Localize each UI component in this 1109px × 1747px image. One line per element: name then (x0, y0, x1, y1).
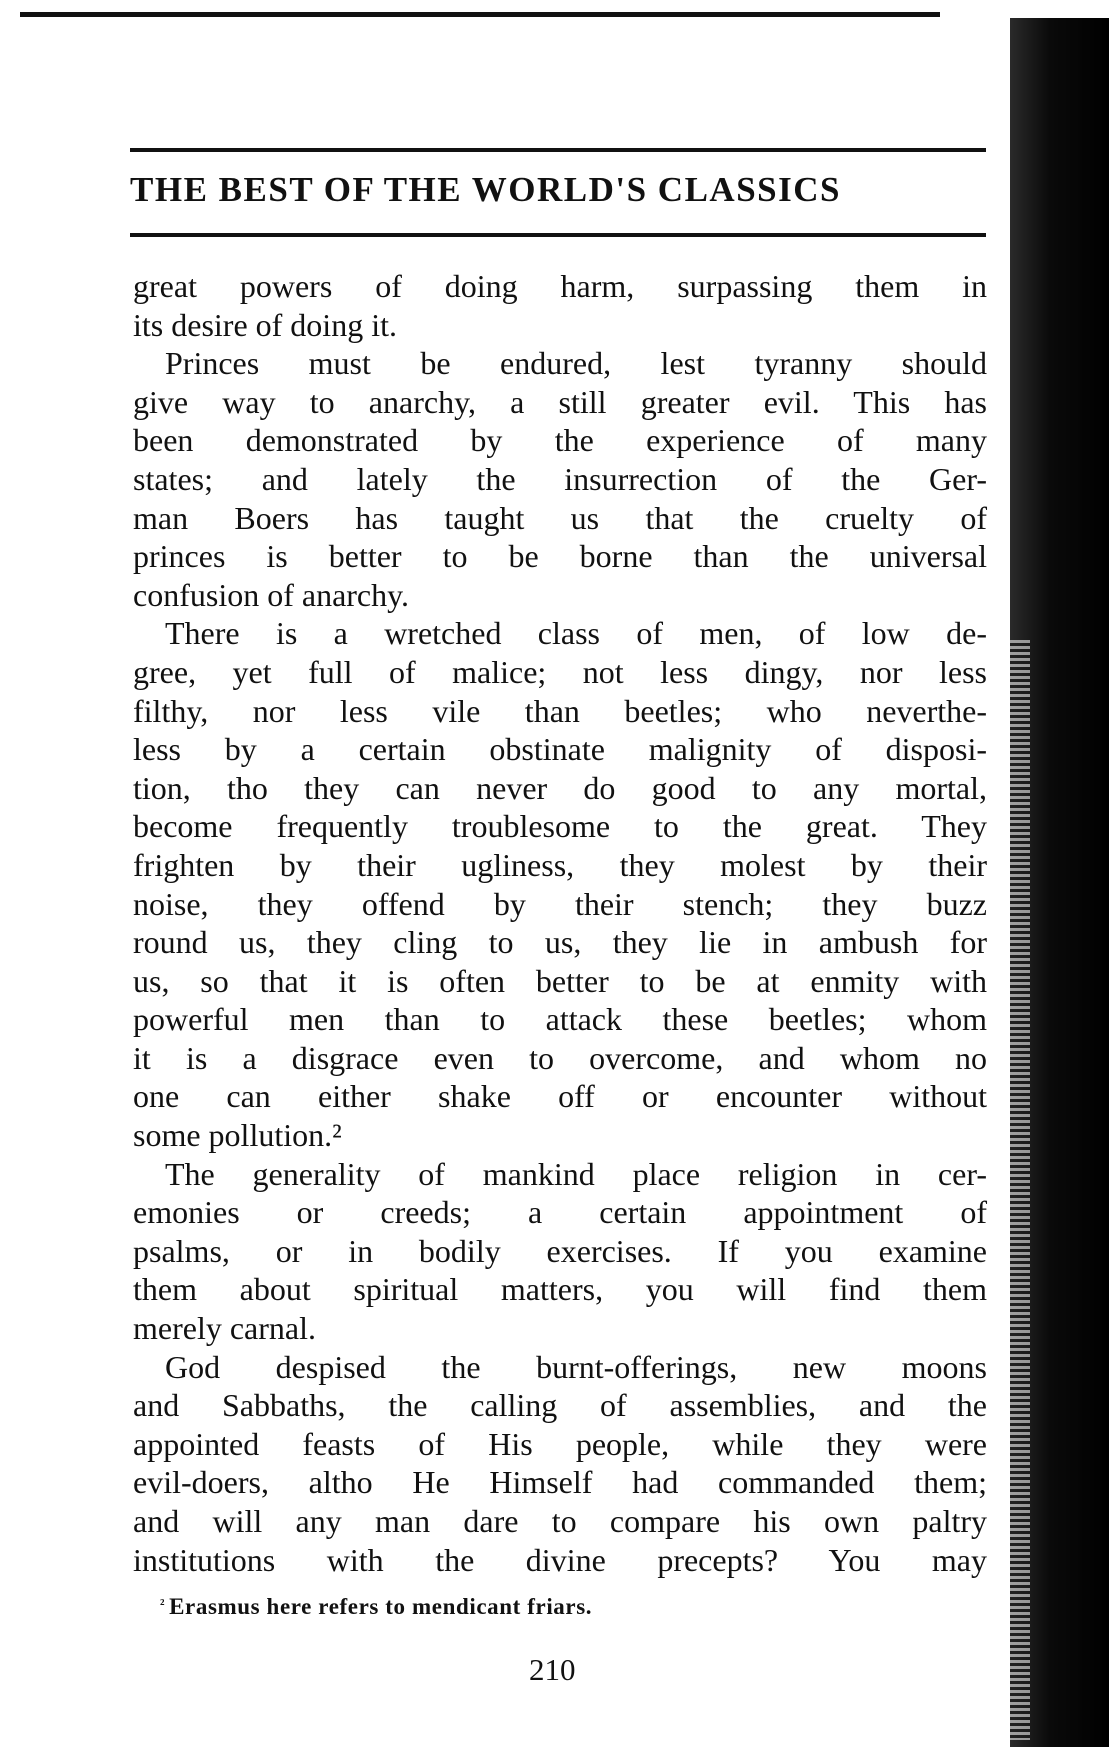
text-line: tion, tho they can never do good to any mortal, (133, 769, 987, 806)
text-line: its desire of doing it. (133, 306, 397, 343)
text-line: become frequently troublesome to the great. They (133, 808, 987, 845)
spine-ragged-edge (1010, 640, 1030, 1740)
page-number: 210 (529, 1652, 576, 1687)
text-line: some pollution.² (133, 1117, 342, 1154)
text-line: less by a certain obstinate malignity of disposi- (133, 731, 987, 768)
footnote-text: Erasmus here refers to mendicant friars. (169, 1594, 593, 1619)
text-line: God despised the burnt-offerings, new moons (165, 1348, 987, 1385)
text-line: it is a disgrace even to overcome, and whom no (133, 1039, 987, 1076)
text-line: us, so that it is often better to be at enmity with (133, 962, 987, 999)
text-line: and will any man dare to compare his own paltry (133, 1503, 987, 1539)
body-text (133, 267, 987, 1579)
text-line: merely carnal. (133, 1310, 316, 1347)
page-top-border (20, 12, 940, 17)
text-line: states; and lately the insurrection of the Ger- (133, 460, 987, 497)
text-line: There is a wretched class of men, of low de- (165, 615, 987, 652)
text-line: them about spiritual matters, you will find them (133, 1271, 987, 1308)
text-line: filthy, nor less vile than beetles; who neverthe- (133, 692, 987, 729)
text-line: psalms, or in bodily exercises. If you examine (133, 1232, 987, 1269)
text-line: noise, they offend by their stench; they buzz (133, 885, 987, 922)
text-line: and Sabbaths, the calling of assemblies, and the (133, 1387, 987, 1424)
text-line: gree, yet full of malice; not less dingy, nor less (133, 653, 987, 690)
text-line: evil-doers, altho He Himself had commanded them; (133, 1464, 987, 1501)
footnote (160, 1594, 592, 1620)
text-line: one can either shake off or encounter without (133, 1078, 987, 1115)
text-line: institutions with the divine precepts? You may (133, 1541, 987, 1578)
text-line: emonies or creeds; a certain appointment of (133, 1194, 987, 1231)
text-line: powerful men than to attack these beetles; whom (133, 1001, 987, 1038)
text-line: confusion of anarchy. (133, 576, 410, 613)
text-line: frighten by their ugliness, they molest by their (133, 846, 987, 883)
text-line: The generality of mankind place religion in cer- (165, 1155, 987, 1192)
text-line: great powers of doing harm, surpassing them in (133, 268, 987, 304)
text-line: appointed feasts of His people, while they were (133, 1425, 987, 1462)
header-rule-top (130, 148, 986, 152)
text-line: Princes must be endured, lest tyranny should (165, 345, 987, 382)
text-line: give way to anarchy, a still greater evil. This has (133, 383, 987, 420)
text-line: man Boers has taught us that the cruelty of (133, 499, 987, 536)
footnote-marker: ² (160, 1597, 166, 1613)
running-head: THE BEST OF THE WORLD'S CLASSICS (130, 170, 841, 209)
header-rule-bottom (130, 233, 986, 237)
text-line: round us, they cling to us, they lie in ambush for (133, 924, 987, 961)
text-line: princes is better to be borne than the universal (133, 538, 987, 575)
text-line: been demonstrated by the experience of many (133, 422, 987, 459)
